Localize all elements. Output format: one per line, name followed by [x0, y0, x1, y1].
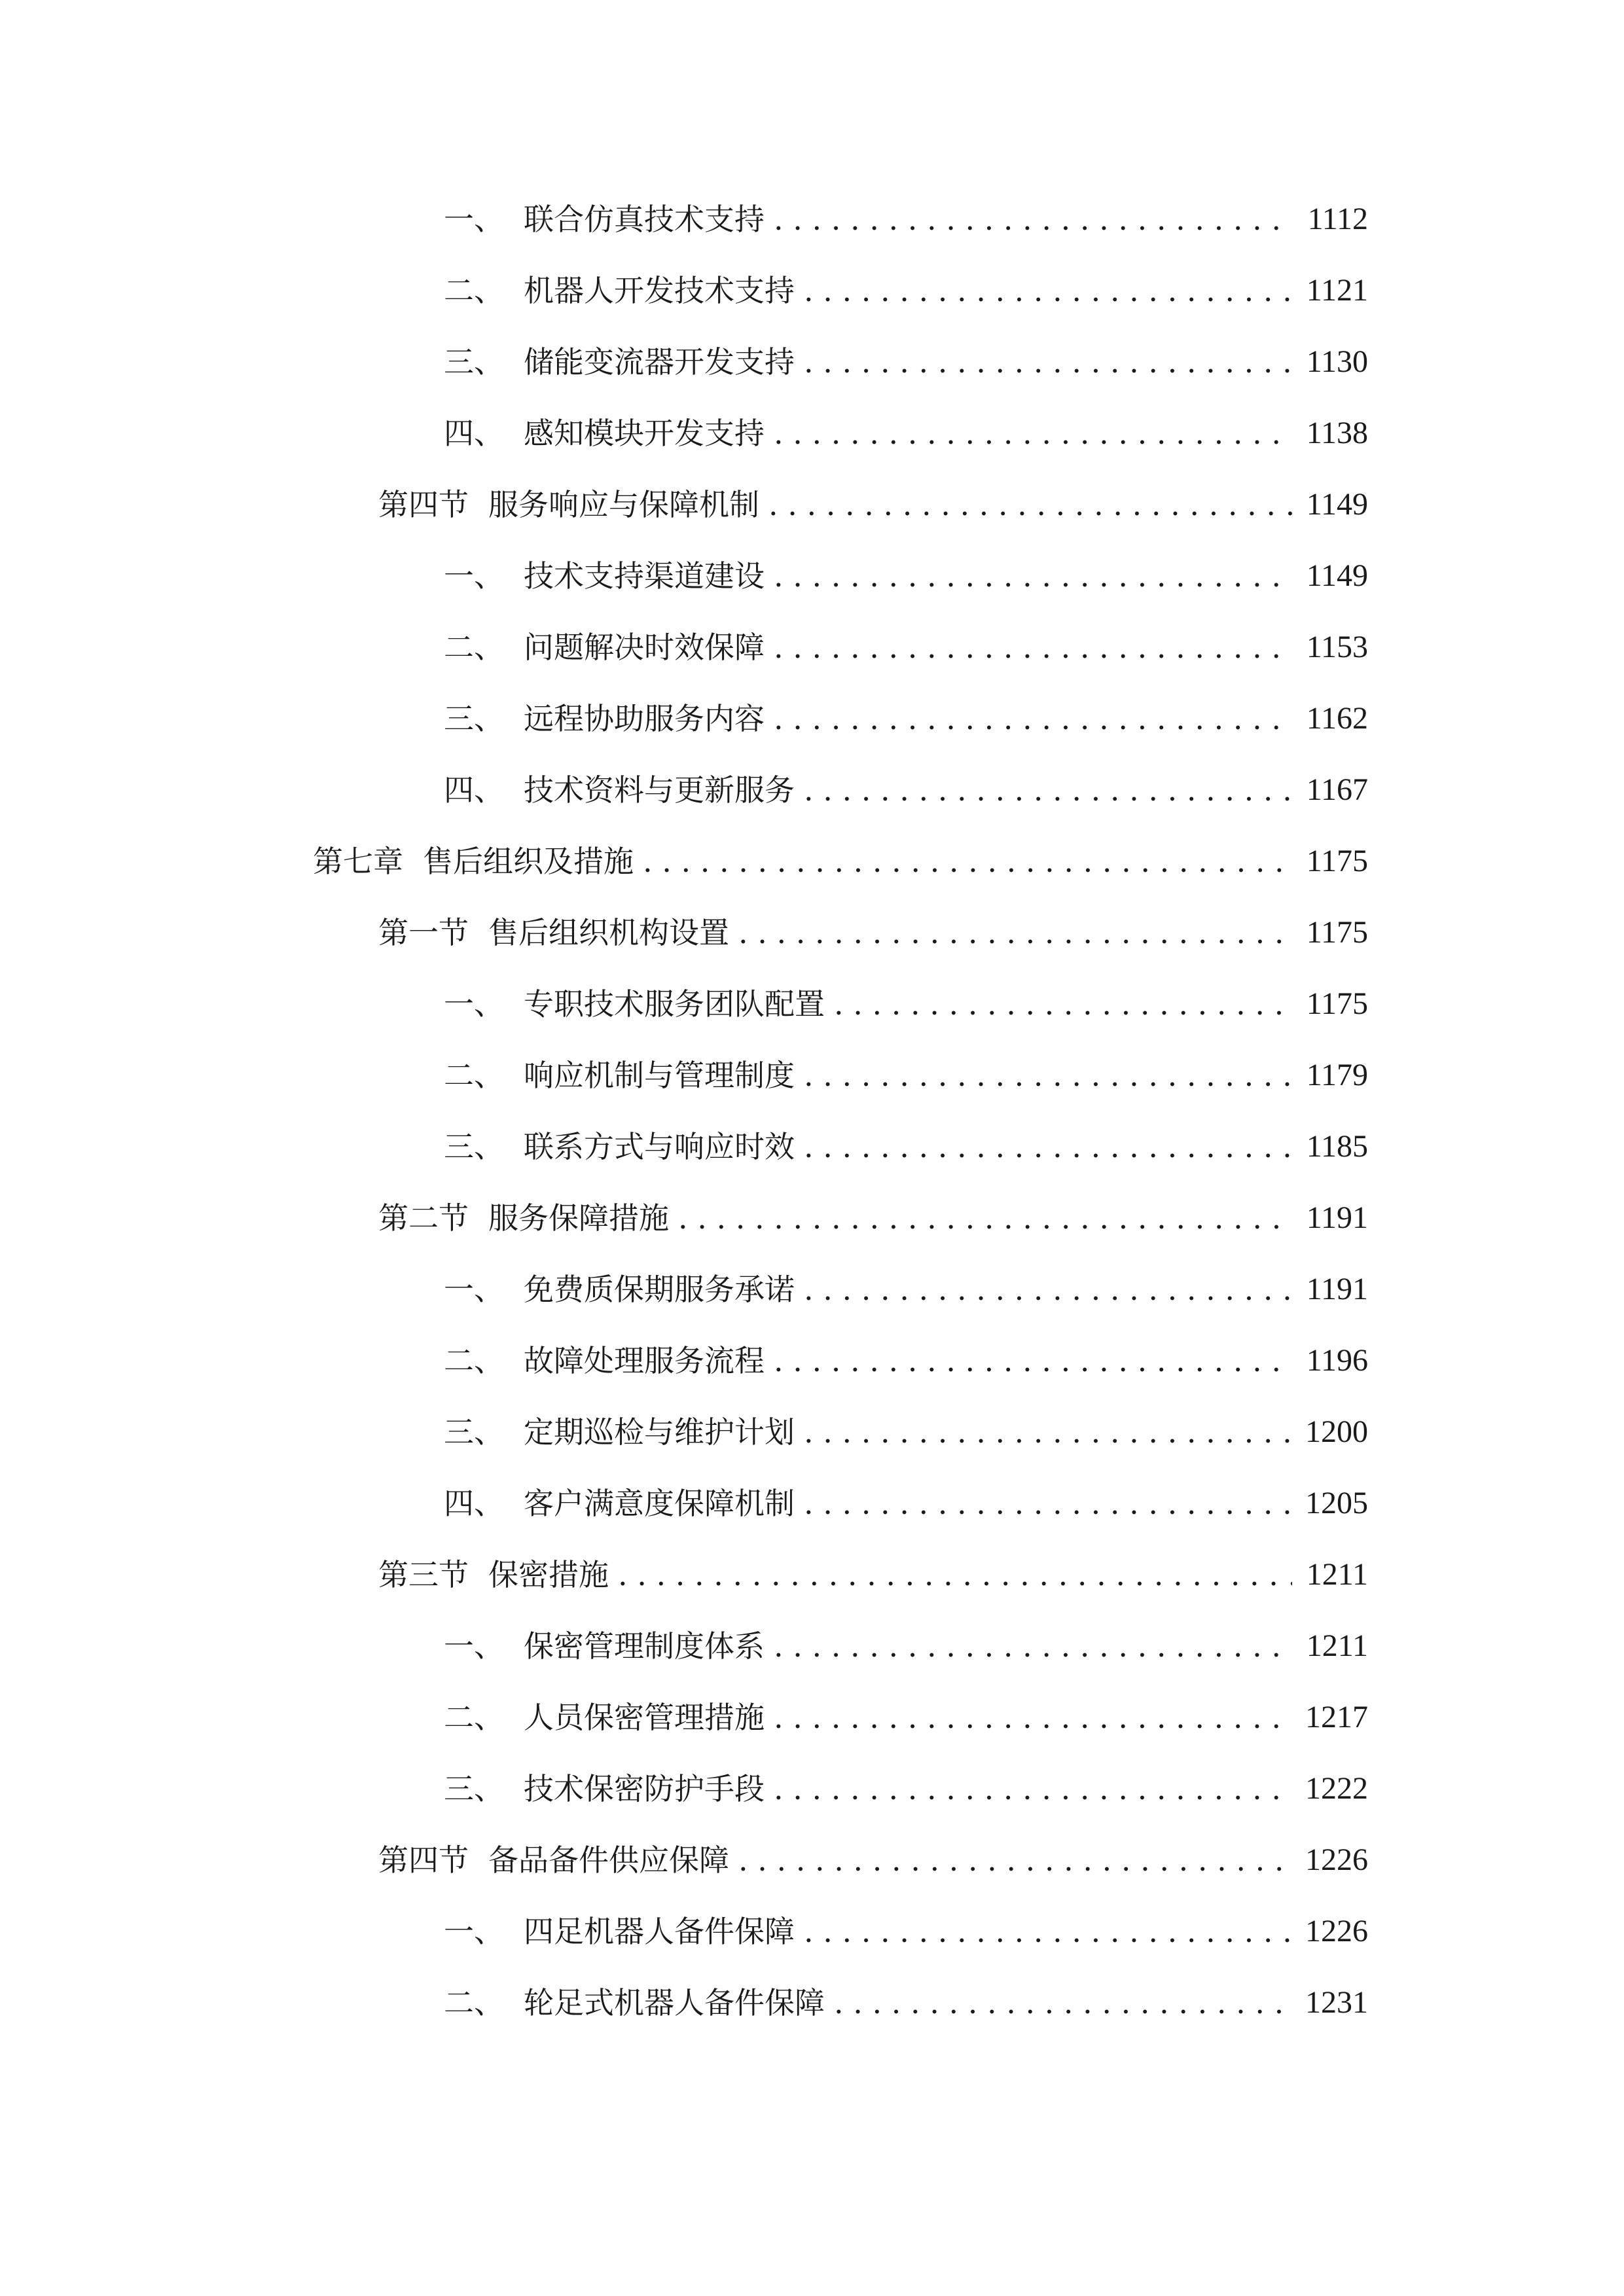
toc-dot-leader	[774, 1753, 1291, 1825]
toc-dot-leader	[804, 1253, 1292, 1325]
toc-entry-number: 三、	[444, 1129, 504, 1164]
toc-dot-leader	[774, 1610, 1292, 1682]
toc-page-number: 1149	[1306, 487, 1368, 522]
toc-entry-title: 保密管理制度体系	[524, 1628, 765, 1664]
toc-dot-leader	[774, 611, 1292, 683]
toc-page-number: 1167	[1306, 772, 1368, 807]
toc-dot-leader	[774, 1681, 1291, 1753]
toc-entry-number: 三、	[444, 344, 504, 380]
toc-dot-leader	[834, 968, 1292, 1040]
toc-page-number: 1112	[1307, 202, 1368, 236]
toc-entry-number: 二、	[444, 1985, 504, 2020]
toc-dot-leader	[738, 897, 1292, 969]
toc-dot-leader	[804, 1467, 1291, 1539]
toc-entry[interactable]	[444, 1681, 1368, 1753]
toc-entry-title: 联系方式与响应时效	[524, 1129, 795, 1164]
toc-entry-title: 售后组织及措施	[423, 844, 634, 879]
toc-page-number: 1211	[1306, 1557, 1368, 1592]
toc-dot-leader	[804, 1039, 1292, 1111]
toc-entry-title: 人员保密管理措施	[524, 1700, 765, 1735]
toc-entry[interactable]	[444, 1253, 1368, 1325]
toc-entry-number: 四、	[444, 1486, 504, 1521]
toc-page-number: 1175	[1306, 915, 1368, 950]
toc-dot-leader	[774, 1325, 1292, 1397]
toc-entry-title: 储能变流器开发支持	[524, 344, 795, 380]
toc-entry-number: 第二节	[378, 1200, 469, 1236]
toc-dot-leader	[804, 326, 1292, 398]
toc-entry-number: 三、	[444, 1771, 504, 1806]
toc-entry-title: 四足机器人备件保障	[524, 1914, 795, 1949]
toc-section-entry[interactable]	[378, 1182, 1368, 1254]
toc-chapter-entry[interactable]	[313, 825, 1368, 897]
toc-page-number: 1226	[1305, 1842, 1368, 1877]
toc-entry-number: 一、	[444, 1272, 504, 1307]
toc-entry-title: 售后组织机构设置	[488, 915, 729, 950]
toc-page-number: 1191	[1306, 1200, 1368, 1235]
toc-entry-title: 问题解决时效保障	[524, 630, 765, 665]
toc-dot-leader	[804, 255, 1292, 327]
toc-section-entry[interactable]	[378, 1539, 1368, 1611]
toc-entry-number: 一、	[444, 1628, 504, 1664]
toc-entry-title: 联合仿真技术支持	[524, 202, 765, 237]
toc-page-number: 1196	[1306, 1343, 1368, 1378]
toc-entry[interactable]	[444, 1967, 1368, 2039]
toc-entry-title: 技术支持渠道建设	[524, 558, 765, 594]
toc-entry-number: 第一节	[378, 915, 469, 950]
toc-entry-title: 响应机制与管理制度	[524, 1058, 795, 1093]
toc-section-entry[interactable]	[378, 469, 1368, 541]
toc-entry-title: 服务响应与保障机制	[488, 487, 759, 522]
toc-page-number: 1175	[1306, 844, 1368, 878]
toc-entry[interactable]	[444, 611, 1368, 683]
toc-entry[interactable]	[444, 397, 1368, 469]
toc-dot-leader	[774, 183, 1293, 255]
toc-entry-title: 保密措施	[488, 1557, 609, 1592]
toc-section-entry[interactable]	[378, 1824, 1368, 1896]
toc-page-number: 1211	[1306, 1628, 1368, 1663]
toc-dot-leader	[804, 1895, 1291, 1967]
toc-page-number: 1149	[1306, 558, 1368, 593]
toc-entry-number: 二、	[444, 1700, 504, 1735]
toc-entry[interactable]	[444, 1895, 1368, 1967]
toc-page-number: 1185	[1306, 1129, 1368, 1164]
toc-entry-number: 二、	[444, 1343, 504, 1378]
toc-entry-title: 感知模块开发支持	[524, 416, 765, 451]
toc-dot-leader	[738, 1824, 1291, 1896]
toc-dot-leader	[804, 1111, 1292, 1183]
toc-page-number: 1217	[1305, 1700, 1368, 1734]
toc-entry-number: 二、	[444, 273, 504, 308]
toc-entry-number: 一、	[444, 986, 504, 1022]
toc-entry-title: 远程协助服务内容	[524, 701, 765, 736]
toc-entry-title: 机器人开发技术支持	[524, 273, 795, 308]
toc-entry-number: 第四节	[378, 1842, 469, 1878]
toc-entry-title: 服务保障措施	[488, 1200, 669, 1236]
toc-page-number: 1153	[1306, 630, 1368, 664]
toc-entry-number: 三、	[444, 701, 504, 736]
toc-entry-title: 备品备件供应保障	[488, 1842, 729, 1878]
toc-entry[interactable]	[444, 754, 1368, 826]
toc-entry-title: 免费质保期服务承诺	[524, 1272, 795, 1307]
toc-entry[interactable]	[444, 1325, 1368, 1397]
toc-page-number: 1138	[1306, 416, 1368, 450]
toc-entry-number: 三、	[444, 1414, 504, 1450]
toc-entry[interactable]	[444, 1111, 1368, 1183]
toc-dot-leader	[804, 754, 1292, 826]
toc-dot-leader	[768, 469, 1292, 541]
toc-page-number: 1231	[1305, 1985, 1368, 2020]
toc-entry[interactable]	[444, 255, 1368, 327]
toc-entry-title: 客户满意度保障机制	[524, 1486, 795, 1521]
toc-page-number: 1162	[1306, 701, 1368, 736]
toc-dot-leader	[774, 683, 1292, 755]
toc-entry-number: 一、	[444, 1914, 504, 1949]
toc-dot-leader	[643, 825, 1292, 897]
toc-dot-leader	[834, 1967, 1291, 2039]
toc-entry-title: 技术保密防护手段	[524, 1771, 765, 1806]
toc-entry-number: 第三节	[378, 1557, 469, 1592]
toc-entry-number: 四、	[444, 416, 504, 451]
toc-page-number: 1121	[1306, 273, 1368, 308]
toc-entry[interactable]	[444, 1753, 1368, 1825]
toc-entry-number: 第七章	[313, 844, 403, 879]
toc-entry-number: 一、	[444, 558, 504, 594]
toc-entry[interactable]	[444, 968, 1368, 1040]
toc-dot-leader	[774, 397, 1292, 469]
toc-dot-leader	[804, 1396, 1291, 1468]
toc-entry-title: 故障处理服务流程	[524, 1343, 765, 1378]
toc-entry[interactable]	[444, 1610, 1368, 1682]
toc-page-number: 1175	[1306, 986, 1368, 1021]
toc-entry-number: 四、	[444, 772, 504, 808]
toc-page-number: 1191	[1306, 1272, 1368, 1306]
toc-entry-number: 第四节	[378, 487, 469, 522]
toc-entry[interactable]	[444, 540, 1368, 612]
toc-section-entry[interactable]	[378, 897, 1368, 969]
toc-entry[interactable]	[444, 326, 1368, 398]
toc-entry-number: 二、	[444, 630, 504, 665]
toc-page-number: 1226	[1305, 1914, 1368, 1948]
toc-page-number: 1179	[1306, 1058, 1368, 1092]
toc-entry[interactable]	[444, 1396, 1368, 1468]
toc-entry-number: 一、	[444, 202, 504, 237]
toc-entry-title: 技术资料与更新服务	[524, 772, 795, 808]
toc-page-number: 1205	[1305, 1486, 1368, 1520]
toc-entry[interactable]	[444, 683, 1368, 755]
toc-dot-leader	[774, 540, 1292, 612]
toc-entry-title: 轮足式机器人备件保障	[524, 1985, 825, 2020]
toc-dot-leader	[678, 1182, 1292, 1254]
toc-entry-title: 定期巡检与维护计划	[524, 1414, 795, 1450]
toc-entry[interactable]	[444, 183, 1368, 255]
toc-entry-title: 专职技术服务团队配置	[524, 986, 825, 1022]
toc-dot-leader	[618, 1539, 1292, 1611]
toc-page-number: 1130	[1306, 344, 1368, 379]
toc-entry[interactable]	[444, 1467, 1368, 1539]
toc-entry[interactable]	[444, 1039, 1368, 1111]
toc-page-number: 1222	[1305, 1771, 1368, 1806]
toc-entry-number: 二、	[444, 1058, 504, 1093]
toc-page-number: 1200	[1305, 1414, 1368, 1449]
